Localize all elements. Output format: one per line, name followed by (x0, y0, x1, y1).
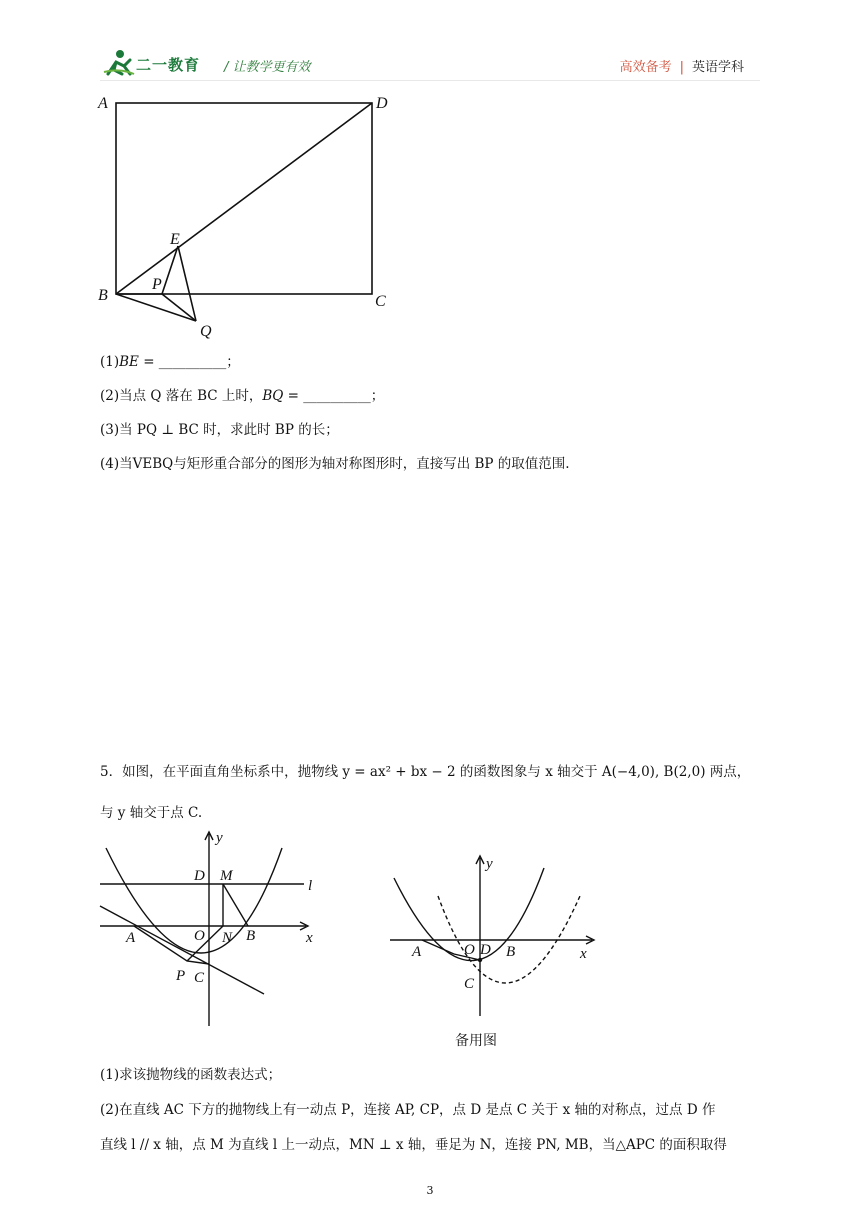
label-l: l (308, 878, 313, 894)
q-var: BQ (262, 388, 284, 404)
label-x: x (306, 930, 313, 946)
label-C: C (375, 293, 386, 310)
label-N: N (222, 930, 233, 946)
page-number: 3 (426, 1184, 434, 1197)
header-divider (100, 80, 760, 81)
q-text: 当点 Q 落在 BC 上时， (119, 388, 263, 404)
label-B: B (506, 944, 516, 960)
q-blank: = __________； (138, 354, 240, 370)
label-O: O (194, 928, 205, 944)
q-number: (4) (100, 456, 120, 472)
label-x: x (580, 946, 587, 962)
label-P: P (152, 276, 162, 293)
header-right (620, 56, 744, 75)
q-number: (3) (100, 422, 120, 438)
header-separator: | (679, 60, 684, 75)
question-5-1: (1)求该抛物线的函数表达式； (100, 1067, 282, 1083)
q-text: 当VEBQ与矩形重合部分的图形为轴对称图形时，直接写出 BP 的取值范围. (119, 456, 570, 472)
question-4-1 (100, 350, 240, 370)
spare-figure (384, 848, 604, 1028)
question-4-3 (100, 418, 339, 438)
spare-figure-caption: 备用图 (455, 1033, 497, 1049)
label-M: M (220, 868, 233, 884)
question-5-2: (2)在直线 AC 下方的抛物线上有一动点 P，连接 AP, CP，点 D 是点 C 关于 x 轴的对称点，过点 D 作 (100, 1102, 716, 1118)
label-y: y (216, 830, 223, 846)
label-A: A (412, 944, 422, 960)
label-D: D (480, 942, 491, 958)
label-A: A (126, 930, 136, 946)
rectangle-figure (90, 88, 410, 343)
label-E: E (170, 231, 180, 248)
problem-5-line-1: 5．如图，在平面直角坐标系中，抛物线 y = ax² + bx − 2 的函数图象与 x 轴交于 A(−4,0), B(2,0) 两点， (100, 764, 751, 780)
label-y: y (486, 856, 493, 872)
question-4-4 (100, 452, 570, 472)
label-P: P (176, 968, 186, 984)
q-var: BE (119, 354, 139, 370)
brand-name: 二一教育 (136, 56, 201, 74)
question-5-3: 直线 l // x 轴，点 M 为直线 l 上一动点，MN ⊥ x 轴，垂足为 N，连接 PN, MB，当△APC 的面积取得 (100, 1137, 727, 1153)
header-tag-right: 英语学科 (691, 60, 744, 75)
q-number: (1) (100, 354, 120, 370)
label-Q: Q (200, 323, 212, 340)
label-B: B (246, 928, 256, 944)
page-header (100, 44, 760, 78)
header-tag-left: 高效备考 (619, 60, 672, 75)
q-blank: = __________； (283, 388, 385, 404)
label-D: D (194, 868, 205, 884)
q-number: (2) (100, 388, 120, 404)
q-text: 当 PQ ⊥ BC 时，求此时 BP 的长； (119, 422, 339, 438)
problem-5-line-2: 与 y 轴交于点 C. (100, 805, 203, 821)
label-O: O (464, 942, 475, 958)
question-4-2 (100, 384, 384, 404)
coordinate-figure (92, 828, 332, 1033)
label-A: A (98, 95, 108, 112)
label-C: C (194, 970, 205, 986)
label-B: B (98, 287, 108, 304)
label-C: C (464, 976, 475, 992)
slogan: / 让教学更有效 (224, 60, 311, 75)
label-D: D (376, 95, 388, 112)
